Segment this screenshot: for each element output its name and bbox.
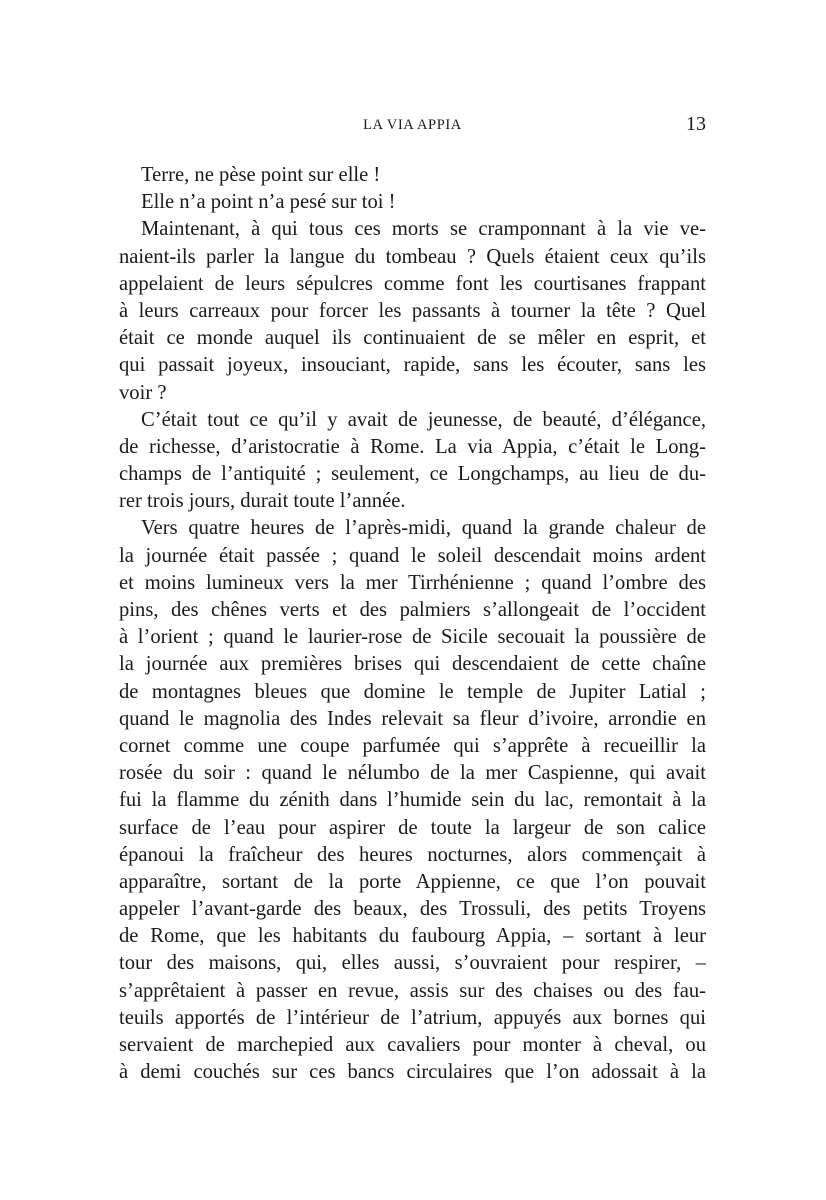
text-line: champs de l’antiquité ; seulement, ce Longchamps, au lieu de du-	[119, 463, 706, 486]
text-line: à leurs carreaux pour forcer les passants à tourner la tête ? Quel	[119, 299, 706, 322]
book-page	[119, 113, 706, 1086]
text-line: appeler l’avant-garde des beaux, des Trossuli, des petits Troyens	[119, 898, 706, 921]
text-line: épanoui la fraîcheur des heures nocturnes, alors commençait à	[119, 843, 706, 866]
text-line: surface de l’eau pour aspirer de toute la largeur de son calice	[119, 816, 706, 839]
text-line: de richesse, d’aristocratie à Rome. La via Appia, c’était le Long-	[119, 435, 706, 458]
text-line: voir ?	[119, 381, 167, 404]
text-line: Terre, ne pèse point sur elle !	[141, 164, 381, 186]
page-number: 13	[686, 113, 706, 135]
text-line: Elle n’a point n’a pesé sur toi !	[141, 191, 396, 214]
running-title: LA VIA APPIA	[363, 117, 462, 133]
text-line: rosée du soir : quand le nélumbo de la mer Caspienne, qui avait	[119, 762, 706, 785]
text-line: fui la flamme du zénith dans l’humide sein du lac, remontait à la	[119, 789, 706, 812]
text-line: quand le magnolia des Indes relevait sa fleur d’ivoire, arrondie en	[119, 707, 706, 730]
text-line: s’apprêtaient à passer en revue, assis sur des chaises ou des fau-	[119, 979, 706, 1002]
text-line: pins, des chênes verts et des palmiers s’allongeait de l’occident	[119, 599, 706, 621]
text-line: et moins lumineux vers la mer Tirrhénienne ; quand l’ombre des	[119, 571, 706, 594]
text-line: qui passait joyeux, insouciant, rapide, sans les écouter, sans les	[119, 354, 706, 377]
text-line: à l’orient ; quand le laurier-rose de Sicile secouait la poussière de	[119, 626, 706, 649]
running-header	[119, 113, 706, 141]
text-line: Vers quatre heures de l’après-midi, quand la grande chaleur de	[141, 517, 706, 540]
text-line: apparaître, sortant de la porte Appienne, ce que l’on pouvait	[119, 870, 706, 893]
text-line: Maintenant, à qui tous ces morts se cramponnant à la vie ve-	[141, 218, 706, 241]
text-line: de montagnes bleues que domine le temple de Jupiter Latial ;	[119, 680, 706, 703]
text-line: était ce monde auquel ils continuaient de se mêler en esprit, et	[119, 327, 706, 350]
text-line: naient-ils parler la langue du tombeau ? Quels étaient ceux qu’ils	[119, 245, 706, 268]
body-text	[119, 162, 706, 1086]
text-line: à demi couchés sur ces bancs circulaires que l’on adossait à la	[119, 1061, 706, 1084]
text-line: cornet comme une coupe parfumée qui s’apprête à recueillir la	[119, 734, 706, 757]
text-line: appelaient de leurs sépulcres comme font les courtisanes frappant	[119, 272, 706, 295]
text-line: teuils apportés de l’intérieur de l’atrium, appuyés aux bornes qui	[119, 1006, 706, 1029]
text-line: de Rome, que les habitants du faubourg Appia, – sortant à leur	[119, 925, 706, 948]
text-line: la journée était passée ; quand le soleil descendait moins ardent	[119, 544, 706, 567]
text-line: servaient de marchepied aux cavaliers pour monter à cheval, ou	[119, 1034, 706, 1056]
text-line: rer trois jours, durait toute l’année.	[119, 490, 406, 513]
text-line: la journée aux premières brises qui descendaient de cette chaîne	[119, 653, 706, 676]
text-line: tour des maisons, qui, elles aussi, s’ouvraient pour respirer, –	[119, 952, 706, 975]
text-line: C’était tout ce qu’il y avait de jeunesse, de beauté, d’élégance,	[141, 408, 706, 431]
